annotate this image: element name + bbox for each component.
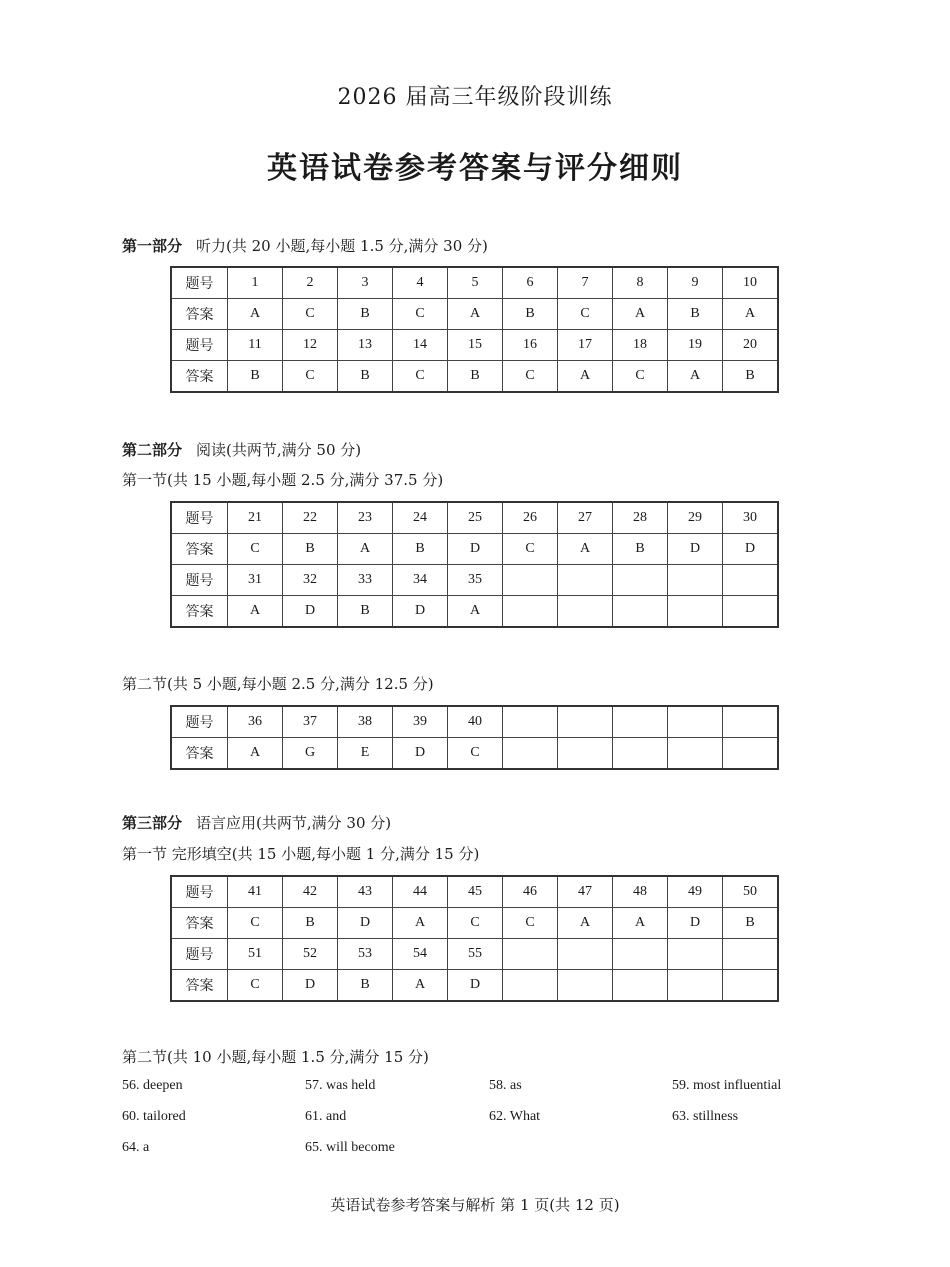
- answer-cell: [668, 738, 723, 770]
- answer-cell: B: [338, 596, 393, 628]
- answer-cell: [503, 738, 558, 770]
- question-number-cell: [558, 565, 613, 596]
- answer-row-label: 答案: [171, 596, 228, 628]
- question-number-cell: 50: [723, 876, 779, 908]
- answer-cell: [558, 970, 613, 1002]
- answer-cell: D: [338, 908, 393, 939]
- part2-name: 第二部分: [122, 441, 183, 459]
- question-number-cell: 40: [448, 706, 503, 738]
- answer-cell: B: [503, 299, 558, 330]
- part1-name: 第一部分: [122, 237, 183, 255]
- question-number-cell: [503, 939, 558, 970]
- question-number-row: [171, 876, 778, 908]
- answer-cell: C: [283, 361, 338, 393]
- answer-cell: B: [393, 534, 448, 565]
- part2-section2-answer-table: [170, 705, 779, 770]
- number-row-label: 题号: [171, 565, 228, 596]
- answer-cell: A: [393, 970, 448, 1002]
- answer-cell: B: [283, 534, 338, 565]
- question-number-cell: [503, 706, 558, 738]
- question-number-cell: 23: [338, 502, 393, 534]
- question-number-cell: 34: [393, 565, 448, 596]
- number-row-label: 题号: [171, 502, 228, 534]
- question-number-cell: 29: [668, 502, 723, 534]
- number-row-label: 题号: [171, 330, 228, 361]
- answer-cell: A: [613, 908, 668, 939]
- question-number-cell: 48: [613, 876, 668, 908]
- part2-section1-answer-table: [170, 501, 779, 628]
- question-number-cell: 25: [448, 502, 503, 534]
- answer-cell: B: [723, 908, 779, 939]
- question-number-cell: [558, 706, 613, 738]
- answer-cell: [613, 738, 668, 770]
- answer-cell: D: [393, 738, 448, 770]
- answer-cell: C: [228, 970, 283, 1002]
- answer-row-label: 答案: [171, 534, 228, 565]
- question-number-cell: 36: [228, 706, 283, 738]
- part1-answer-table: [170, 266, 779, 393]
- question-number-cell: 45: [448, 876, 503, 908]
- question-number-cell: 15: [448, 330, 503, 361]
- answer-cell: D: [448, 534, 503, 565]
- part2-desc: 阅读(共两节,满分 50 分): [196, 441, 362, 459]
- fill-answer-61: 61. and: [305, 1109, 347, 1124]
- question-number-cell: 53: [338, 939, 393, 970]
- answer-cell: B: [283, 908, 338, 939]
- question-number-cell: 26: [503, 502, 558, 534]
- answer-cell: [723, 596, 779, 628]
- page-footer: 英语试卷参考答案与解析 第 1 页(共 12 页): [330, 1196, 620, 1214]
- question-number-cell: [613, 565, 668, 596]
- number-row-label: 题号: [171, 876, 228, 908]
- answer-cell: B: [613, 534, 668, 565]
- answer-cell: C: [558, 299, 613, 330]
- answer-cell: C: [228, 908, 283, 939]
- answer-cell: A: [448, 596, 503, 628]
- answer-cell: A: [723, 299, 779, 330]
- answer-cell: B: [723, 361, 779, 393]
- answer-cell: [723, 970, 779, 1002]
- answer-row-label: 答案: [171, 361, 228, 393]
- question-number-cell: 49: [668, 876, 723, 908]
- part1-heading: [122, 235, 488, 256]
- answer-cell: [503, 596, 558, 628]
- question-number-cell: 18: [613, 330, 668, 361]
- answer-cell: [503, 970, 558, 1002]
- question-number-row: [171, 706, 778, 738]
- question-number-cell: 19: [668, 330, 723, 361]
- question-number-cell: 9: [668, 267, 723, 299]
- question-number-cell: 41: [228, 876, 283, 908]
- question-number-cell: 55: [448, 939, 503, 970]
- answer-cell: [668, 596, 723, 628]
- answer-cell: [613, 970, 668, 1002]
- question-number-cell: [723, 565, 779, 596]
- question-number-cell: 17: [558, 330, 613, 361]
- answer-cell: C: [503, 908, 558, 939]
- question-number-cell: [668, 565, 723, 596]
- answer-row-label: 答案: [171, 970, 228, 1002]
- answer-row-label: 答案: [171, 299, 228, 330]
- answer-row: [171, 970, 778, 1002]
- answer-cell: C: [503, 361, 558, 393]
- document-title: 英语试卷参考答案与评分细则: [267, 151, 683, 186]
- answer-cell: D: [283, 970, 338, 1002]
- question-number-cell: 32: [283, 565, 338, 596]
- question-number-row: [171, 502, 778, 534]
- answer-cell: C: [283, 299, 338, 330]
- exam-super-title: 2026 届高三年级阶段训练: [337, 85, 613, 110]
- question-number-row: [171, 267, 778, 299]
- answer-cell: A: [558, 361, 613, 393]
- question-number-cell: [668, 939, 723, 970]
- fill-answer-58: 58. as: [489, 1078, 522, 1093]
- question-number-cell: 52: [283, 939, 338, 970]
- part2-section2-title: 第二节(共 5 小题,每小题 2.5 分,满分 12.5 分): [122, 675, 434, 693]
- answer-cell: A: [558, 534, 613, 565]
- question-number-cell: 35: [448, 565, 503, 596]
- question-number-cell: [723, 706, 779, 738]
- part2-section1-title: 第一节(共 15 小题,每小题 2.5 分,满分 37.5 分): [122, 471, 444, 489]
- question-number-cell: 42: [283, 876, 338, 908]
- answer-row: [171, 299, 778, 330]
- answer-cell: A: [613, 299, 668, 330]
- answer-cell: C: [448, 908, 503, 939]
- answer-cell: C: [393, 299, 448, 330]
- question-number-cell: 3: [338, 267, 393, 299]
- answer-row: [171, 738, 778, 770]
- answer-cell: [558, 738, 613, 770]
- fill-answer-65: 65. will become: [305, 1140, 395, 1155]
- answer-cell: C: [503, 534, 558, 565]
- answer-row-label: 答案: [171, 738, 228, 770]
- question-number-cell: 2: [283, 267, 338, 299]
- question-number-cell: 12: [283, 330, 338, 361]
- fill-answer-59: 59. most influential: [672, 1078, 782, 1093]
- question-number-cell: [503, 565, 558, 596]
- answer-cell: G: [283, 738, 338, 770]
- part3-desc: 语言应用(共两节,满分 30 分): [196, 814, 392, 832]
- question-number-cell: 47: [558, 876, 613, 908]
- fill-answer-64: 64. a: [122, 1140, 150, 1155]
- answer-cell: D: [668, 534, 723, 565]
- answer-row: [171, 361, 778, 393]
- number-row-label: 题号: [171, 267, 228, 299]
- question-number-cell: 28: [613, 502, 668, 534]
- question-number-row: [171, 565, 778, 596]
- part3-section1-answer-table: [170, 875, 779, 1002]
- answer-cell: D: [723, 534, 779, 565]
- answer-cell: D: [448, 970, 503, 1002]
- answer-row: [171, 596, 778, 628]
- answer-cell: C: [393, 361, 448, 393]
- answer-cell: D: [668, 908, 723, 939]
- part2-heading: [122, 439, 361, 460]
- part1-desc: 听力(共 20 小题,每小题 1.5 分,满分 30 分): [196, 237, 488, 255]
- answer-cell: [723, 738, 779, 770]
- question-number-cell: [723, 939, 779, 970]
- answer-cell: [613, 596, 668, 628]
- answer-cell: A: [558, 908, 613, 939]
- answer-cell: C: [613, 361, 668, 393]
- part3-heading: [122, 812, 391, 833]
- question-number-cell: 14: [393, 330, 448, 361]
- fill-answer-63: 63. stillness: [672, 1109, 739, 1124]
- part3-section1-title: 第一节 完形填空(共 15 小题,每小题 1 分,满分 15 分): [122, 845, 480, 863]
- question-number-cell: 5: [448, 267, 503, 299]
- question-number-cell: [613, 706, 668, 738]
- question-number-cell: 51: [228, 939, 283, 970]
- question-number-cell: 39: [393, 706, 448, 738]
- answer-cell: B: [338, 970, 393, 1002]
- answer-cell: A: [228, 299, 283, 330]
- question-number-cell: 1: [228, 267, 283, 299]
- question-number-cell: 11: [228, 330, 283, 361]
- answer-cell: A: [448, 299, 503, 330]
- question-number-cell: 16: [503, 330, 558, 361]
- fill-answer-60: 60. tailored: [122, 1109, 186, 1124]
- answer-cell: A: [393, 908, 448, 939]
- question-number-cell: 37: [283, 706, 338, 738]
- question-number-cell: 27: [558, 502, 613, 534]
- answer-cell: A: [228, 596, 283, 628]
- answer-cell: B: [338, 299, 393, 330]
- fill-answer-57: 57. was held: [305, 1078, 376, 1093]
- number-row-label: 题号: [171, 939, 228, 970]
- answer-cell: A: [338, 534, 393, 565]
- answer-cell: D: [283, 596, 338, 628]
- answer-cell: A: [668, 361, 723, 393]
- part3-name: 第三部分: [122, 814, 183, 832]
- fill-answer-56: 56. deepen: [122, 1078, 183, 1093]
- question-number-cell: 6: [503, 267, 558, 299]
- question-number-cell: [668, 706, 723, 738]
- answer-cell: B: [228, 361, 283, 393]
- question-number-cell: 33: [338, 565, 393, 596]
- question-number-cell: 44: [393, 876, 448, 908]
- answer-cell: B: [448, 361, 503, 393]
- question-number-cell: 43: [338, 876, 393, 908]
- question-number-row: [171, 330, 778, 361]
- question-number-cell: 54: [393, 939, 448, 970]
- question-number-cell: 38: [338, 706, 393, 738]
- question-number-row: [171, 939, 778, 970]
- answer-cell: D: [393, 596, 448, 628]
- answer-cell: B: [338, 361, 393, 393]
- answer-cell: B: [668, 299, 723, 330]
- answer-cell: [558, 596, 613, 628]
- question-number-cell: 4: [393, 267, 448, 299]
- question-number-cell: 10: [723, 267, 779, 299]
- answer-row: [171, 534, 778, 565]
- question-number-cell: 31: [228, 565, 283, 596]
- question-number-cell: 30: [723, 502, 779, 534]
- answer-cell: C: [448, 738, 503, 770]
- question-number-cell: 8: [613, 267, 668, 299]
- fill-answer-62: 62. What: [489, 1109, 541, 1124]
- answer-cell: C: [228, 534, 283, 565]
- question-number-cell: 13: [338, 330, 393, 361]
- answer-cell: A: [228, 738, 283, 770]
- question-number-cell: 46: [503, 876, 558, 908]
- part3-section2-title: 第二节(共 10 小题,每小题 1.5 分,满分 15 分): [122, 1048, 429, 1066]
- question-number-cell: 22: [283, 502, 338, 534]
- question-number-cell: 21: [228, 502, 283, 534]
- answer-row-label: 答案: [171, 908, 228, 939]
- answer-cell: E: [338, 738, 393, 770]
- answer-cell: [668, 970, 723, 1002]
- answer-row: [171, 908, 778, 939]
- question-number-cell: 20: [723, 330, 779, 361]
- question-number-cell: [558, 939, 613, 970]
- question-number-cell: [613, 939, 668, 970]
- question-number-cell: 24: [393, 502, 448, 534]
- question-number-cell: 7: [558, 267, 613, 299]
- number-row-label: 题号: [171, 706, 228, 738]
